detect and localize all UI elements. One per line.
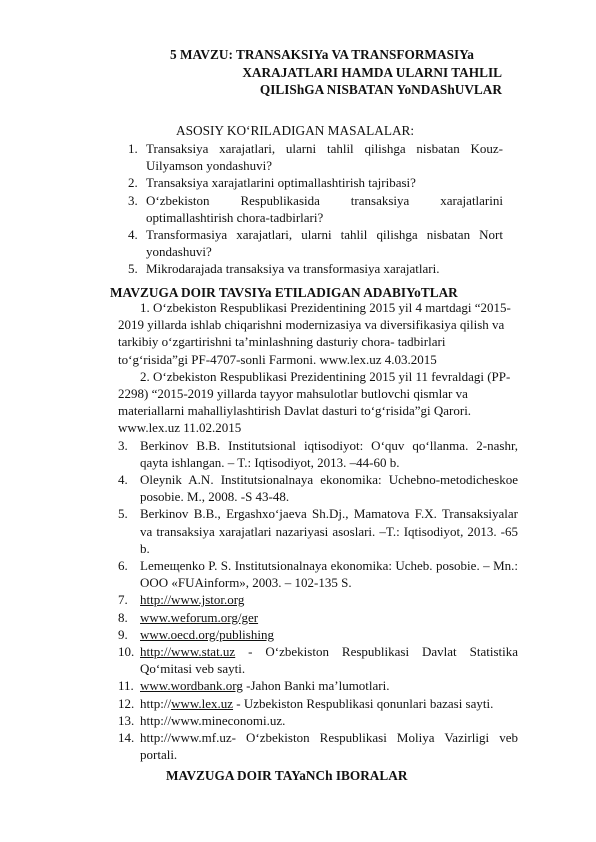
list-item <box>118 140 503 174</box>
questions-list <box>118 140 503 278</box>
item-number: 11. <box>118 678 134 694</box>
item-text: Berkinov B.B. Institutsional iqtisodiyot: O‘quv qo‘llanma. 2-nashr, qayta ishlangan. – T.: Iqtisodiyot, 2013. –44-60 b. <box>140 437 518 470</box>
item-number: 13. <box>118 712 135 728</box>
item-number: 1. <box>128 141 138 156</box>
item-text: - O‘zbekiston Respublikasi Davlat Statistika Qo‘mitasi veb sayti. <box>140 644 518 677</box>
item-number: 3. <box>128 192 138 208</box>
reference-link[interactable]: www.lex.uz <box>171 695 234 711</box>
list-item <box>118 677 518 694</box>
references <box>118 299 518 763</box>
title-line-2: XARAJATLARI HAMDA ULARNI TAHLIL <box>242 64 502 80</box>
item-text: Mikrodarajada transaksiya va transformasiya xarajatlari. <box>146 261 440 277</box>
item-text: Berkinov B.B., Ergashxo‘jaeva Sh.Dj., Mamatova F.X. Transaksiyalar va transaksiya xarajatlari nazariyasi asoslari. –T.: Iqtisodiyot, 2013. -65 b. <box>140 506 518 556</box>
item-text: Oleynik A.N. Institutsionalnaya ekonomika: Uchebno-metodicheskoe posobie. M., 2008. -S 43-48. <box>140 472 518 505</box>
item-number: 5. <box>118 506 128 522</box>
list-item <box>118 174 503 191</box>
list-item <box>118 505 518 557</box>
item-text: http://www.mf.uz- O‘zbekiston Respublikasi Moliya Vazirligi veb portali. <box>140 730 518 763</box>
list-item <box>118 729 518 763</box>
item-text: Transaksiya xarajatlarini optimallashtirish tajribasi? <box>146 175 416 191</box>
item-number: 7. <box>118 592 128 608</box>
list-item <box>118 643 518 677</box>
item-text: -Jahon Banki ma’lumotlari. <box>242 678 390 694</box>
title-line-1: 5 MAVZU: TRANSAKSIYa VA TRANSFORMASIYa <box>170 47 474 62</box>
literature-heading: MAVZUGA DOIR TAVSIYa ETILADIGAN ADABIYoTLAR <box>110 285 458 300</box>
item-number: 6. <box>118 558 128 574</box>
item-text: http://www.mineconomi.uz. <box>140 712 286 728</box>
item-number: 12. <box>118 695 135 711</box>
list-item <box>118 557 518 591</box>
item-number: 4. <box>128 227 138 243</box>
list-item <box>118 437 518 471</box>
item-number: 9. <box>118 626 128 642</box>
item-number: 8. <box>118 609 128 625</box>
list-item <box>118 712 518 729</box>
item-number: 10. <box>118 644 135 660</box>
reference-list <box>118 437 518 764</box>
questions-heading: ASOSIY KO‘RILADIGAN MASALALAR: <box>176 123 415 138</box>
item-number: 5. <box>128 261 138 277</box>
item-number: 3. <box>118 437 128 453</box>
list-item <box>118 591 518 608</box>
item-text: O‘zbekiston Respublikasida transaksiya xarajatlarini optimallashtirish chora-tadbirlari? <box>146 192 503 225</box>
item-number: 4. <box>118 472 128 488</box>
item-text: - Uzbekiston Respublikasi qonunlari bazasi sayti. <box>233 695 494 711</box>
reference-link[interactable]: www.oecd.org/publishing <box>140 626 274 642</box>
item-text: Lemeщenko P. S. Institutsionalnaya ekonomika: Ucheb. posobie. – Mn.: OOO «FUAinform», 2003. – 102-135 S. <box>140 558 518 591</box>
reference-link[interactable]: http://www.jstor.org <box>140 592 245 608</box>
reference-link[interactable]: http://www.stat.uz <box>140 644 236 660</box>
link-prefix: http:// <box>140 695 172 711</box>
list-item <box>118 226 503 260</box>
item-number: 2. <box>128 175 138 191</box>
list-item <box>118 626 518 643</box>
reference-link[interactable]: www.weforum.org/ger <box>140 609 259 625</box>
reference-link[interactable]: www.wordbank.org <box>140 678 243 694</box>
list-item <box>118 609 518 626</box>
reference-paragraph-2: 2. O‘zbekiston Respublikasi Prezidentining 2015 yil 11 fevraldagi (PP-2298) “2015-2019 yillarda tayyor mahsulotlar butlovchi qismlar va materiallarni mahalliylashtirish Davlat dasturi to‘g‘risida”gi Qarori. www.lex.uz 11.02.2015 <box>118 368 511 436</box>
list-item <box>118 260 503 277</box>
item-number: 14. <box>118 730 135 746</box>
terms-heading: MAVZUGA DOIR TAYaNCh IBORALAR <box>166 768 408 783</box>
topic-title <box>170 46 502 99</box>
item-text: Transformasiya xarajatlari, ularni tahlil qilishga nisbatan Nort yondashuvi? <box>146 227 503 260</box>
list-item <box>118 471 518 505</box>
title-line-3: QILIShGA NISBATAN YoNDAShUVLAR <box>259 82 502 97</box>
reference-paragraph-1: 1. O‘zbekiston Respublikasi Prezidentining 2015 yil 4 martdagi “2015-2019 yillarda ishlab chiqarishni modernizasiya va diversifikasiya qilish va tarkibiy o‘zgartirishni ta’minlashning dasturiy chora- tadbirlari to‘g‘risida”gi PF-4707-sonli Farmoni. www.lex.uz 4.03.2015 <box>118 300 511 367</box>
list-item <box>118 192 503 226</box>
list-item <box>118 695 518 712</box>
item-text: Transaksiya xarajatlari, ularni tahlil qilishga nisbatan Kouz-Uilyamson yondashuvi? <box>146 141 503 174</box>
